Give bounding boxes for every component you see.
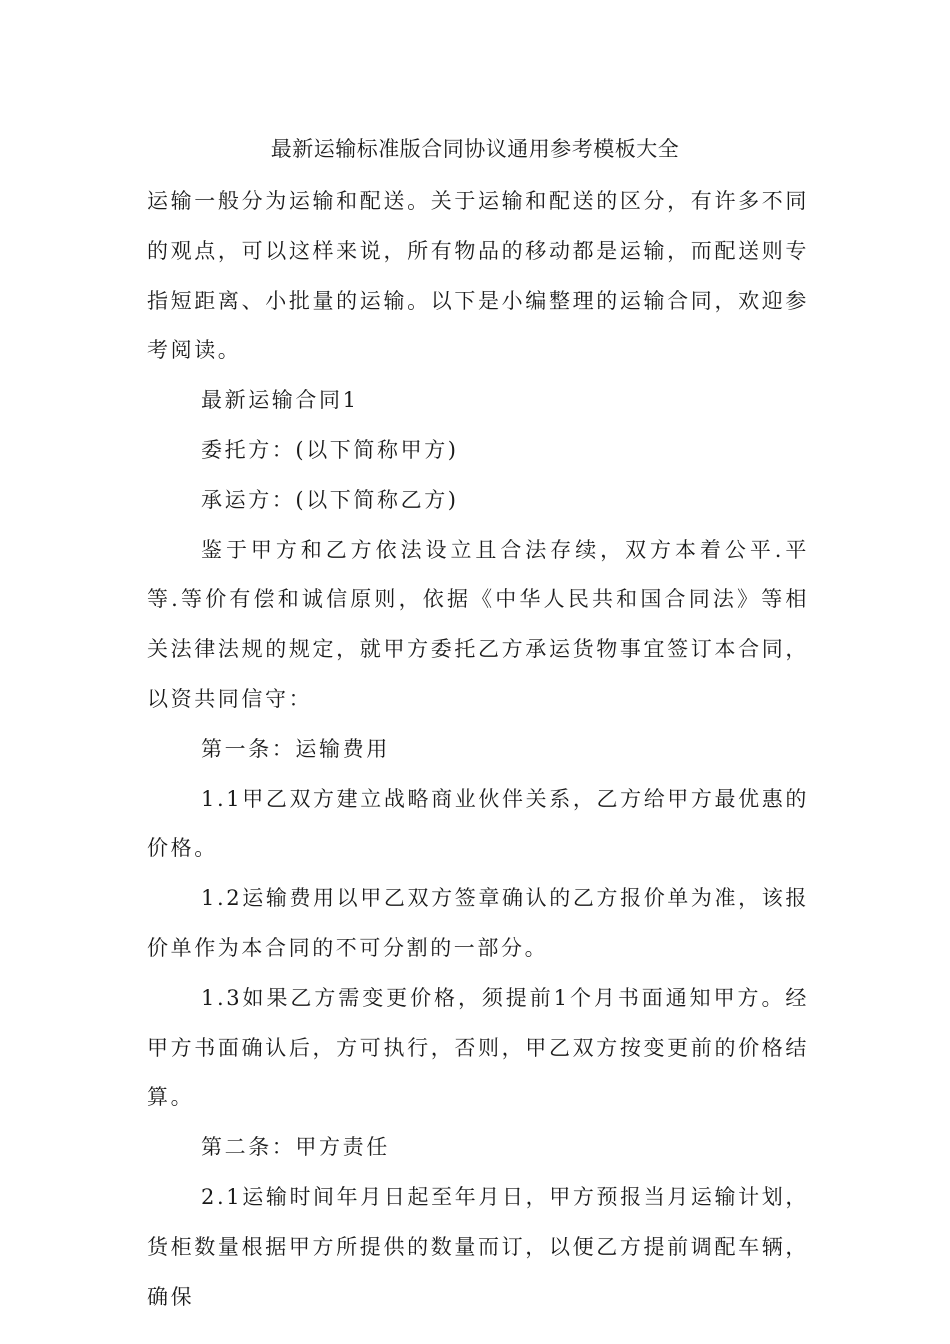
paragraph-party-a: 委托方：(以下简称甲方) [201, 437, 459, 462]
paragraph-article-1-heading: 第一条：运输费用 [201, 736, 390, 761]
paragraph-intro: 运输一般分为运输和配送。关于运输和配送的区分，有许多不同的观点，可以这样来说，所有物品的移动都是运输，而配送则专指短距离、小批量的运输。以下是小编整理的运输合同，欢迎参考阅读。 [147, 189, 809, 363]
paragraph-preamble: 鉴于甲方和乙方依法设立且合法存续，双方本着公平.平等.等价有偿和诚信原则，依据《中华人民共和国合同法》等相关法律法规的规定，就甲方委托乙方承运货物事宜签订本合同，以资共同信守： [147, 537, 809, 711]
document-body [147, 177, 809, 1322]
paragraph-contract-heading: 最新运输合同1 [201, 388, 359, 413]
paragraph-clause-1-3: 1.3如果乙方需变更价格，须提前1个月书面通知甲方。经甲方书面确认后，方可执行，否则，甲乙双方按变更前的价格结算。 [147, 985, 809, 1110]
document-title: 最新运输标准版合同协议通用参考模板大全 [270, 137, 680, 161]
paragraph-party-b: 承运方：(以下简称乙方) [201, 487, 459, 512]
paragraph-clause-1-2: 1.2运输费用以甲乙双方签章确认的乙方报价单为准，该报价单作为本合同的不可分割的一部分。 [147, 886, 809, 960]
paragraph-clause-1-1: 1.1甲乙双方建立战略商业伙伴关系，乙方给甲方最优惠的价格。 [147, 786, 809, 861]
paragraph-clause-2-1: 2.1运输时间年月日起至年月日，甲方预报当月运输计划，货柜数量根据甲方所提供的数量而订，以便乙方提前调配车辆，确保 [147, 1184, 809, 1309]
paragraph-article-2-heading: 第二条：甲方责任 [201, 1135, 390, 1160]
